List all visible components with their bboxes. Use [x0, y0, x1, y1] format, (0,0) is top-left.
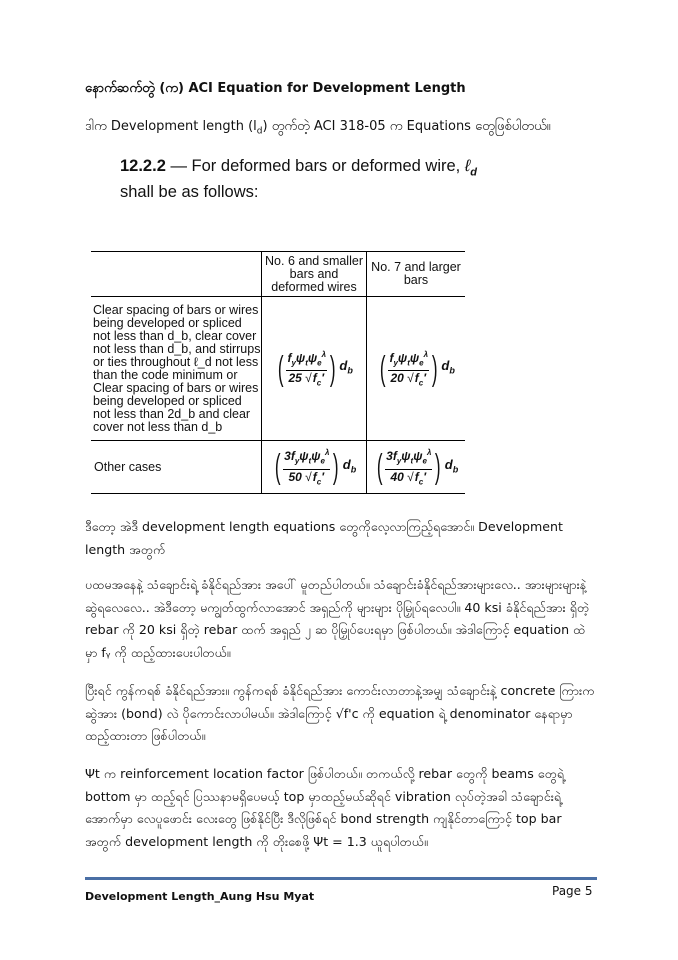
page-heading: နောက်ဆက်တွဲ (က) ACI Equation for Development Length — [85, 81, 466, 96]
col-header-small-bars: No. 6 and smaller bars and deformed wires — [262, 252, 367, 297]
table-header-blank — [91, 252, 262, 297]
footer-rule — [85, 877, 597, 880]
section-number: 12.2.2 — [120, 157, 166, 175]
formula: ( $\frac{3f_y\psi_t\psi_e^\lambda}{50 √f_c'}$ ) $d_b$ — [274, 448, 357, 486]
intro-subscript: d — [256, 126, 263, 137]
section-text-2: shall be as follows: — [120, 183, 259, 202]
intro-line — [85, 118, 551, 137]
paragraph-1: ဒီတော့ အဲဒီ development length equations တွေကိုလေ့လာကြည့်ရအောင်။ Development length အတွက် — [85, 519, 563, 557]
formula: ( $\frac{f_y\psi_t\psi_e^\lambda}{20 √f_c'}$ ) $d_b$ — [379, 349, 455, 388]
code-section-title — [120, 156, 480, 202]
table-row-other — [91, 441, 465, 494]
condition-text: Clear spacing of bars or wires being developed or spliced not less than d_b, clear cover not less than d_b, and stirrups or ties throughout ℓ_d not less than the code minimum or Clear spacing of bars or wires being developed or spliced not less than 2d_b and clear cover not less than d_b — [93, 302, 261, 434]
row1-formula-small — [262, 297, 367, 441]
formula: ( $\frac{f_y\psi_t\psi_e^\lambda}{25 √f_c'}$ ) $d_b$ — [277, 349, 353, 388]
table-row-spacing — [91, 297, 465, 441]
other-cases-label: Other cases — [94, 459, 162, 474]
col-header-large-bars: No. 7 and larger bars — [367, 252, 466, 297]
intro-prefix: ဒါက Development length (l — [85, 119, 257, 134]
intro-suffix: ) တွက်တဲ့ ACI 318-05 က Equations တွေဖြစ်ပါတယ်။ — [262, 119, 551, 134]
row2-formula-small — [262, 441, 367, 494]
formula: ( $\frac{3f_y\psi_t\psi_e^\lambda}{40 √f_c'}$ ) $d_b$ — [376, 448, 459, 486]
footer-title: Development Length_Aung Hsu Myat — [85, 890, 315, 903]
ld-symbol: ℓ$_d$ — [464, 157, 477, 179]
paragraph-4: Ψt က reinforcement location factor ဖြစ်ပါတယ်။ တကယ်လို့ rebar တွေကို beams တွေရဲ့ bottom မှာ ထည့်ရင် ပြဿနာမရှိပေမယ့် top မှာထည့်မယ်ဆိုရင် vibration လုပ်တဲ့အခါ သံချောင်းရဲ့ အောက်မှာ လေပူဖောင်း လေးတွေ ဖြစ်နိုင်ပြီး ဒီလိုဖြစ်ရင် bond strength ကျနိုင်တာကြောင့် top bar အတွက် development length ကို တိုးစေဖို့ Ψt = 1.3 ယူရပါတယ်။ — [85, 766, 565, 849]
row1-condition — [91, 297, 262, 441]
page-number: Page 5 — [552, 884, 593, 898]
row2-formula-large — [367, 441, 466, 494]
row2-condition — [91, 441, 262, 494]
paragraph-2: ပထမအနေနဲ့ သံချောင်းရဲ့ ခံနိုင်ရည်အား အပေါ် မူတည်ပါတယ်။ သံချောင်းခံနိုင်ရည်အားများလေ.. အားများများနဲ့ ဆွဲရလေလေ.. အဲဒီတော့ မကျွတ်ထွက်လာအောင် အရှည်ကို များများ ပိုမြှုပ်ရလေပါ။ 40 ksi ခံနိုင်ရည်အား ရှိတဲ့ rebar ကို 20 ksi ရှိတဲ့ rebar ထက် အရှည် ၂ ဆ ပိုမြှုပ်ပေးရမှာ ဖြစ်ပါတယ်။ အဲဒါကြောင့် equation ထဲမှာ fᵧ ကို ထည့်ထားပေးပါတယ်။ — [85, 577, 590, 660]
section-text: — For deformed bars or deformed wire, — [170, 157, 461, 175]
table-header-row — [91, 252, 465, 297]
row1-formula-large — [367, 297, 466, 441]
development-length-table — [91, 251, 465, 494]
paragraph-3: ပြီးရင် ကွန်ကရစ် ခံနိုင်ရည်အား။ ကွန်ကရစ် ခံနိုင်ရည်အား ကောင်းလာတာနဲ့အမျှ သံချောင်းနဲ့ concrete ကြားက ဆွဲအား (bond) လဲ ပိုကောင်းလာပါမယ်။ အဲဒါကြောင့် √f'c ကို equation ရဲ့ denominator နေရာမှာ ထည့်ထားတာ ဖြစ်ပါတယ်။ — [85, 683, 595, 743]
